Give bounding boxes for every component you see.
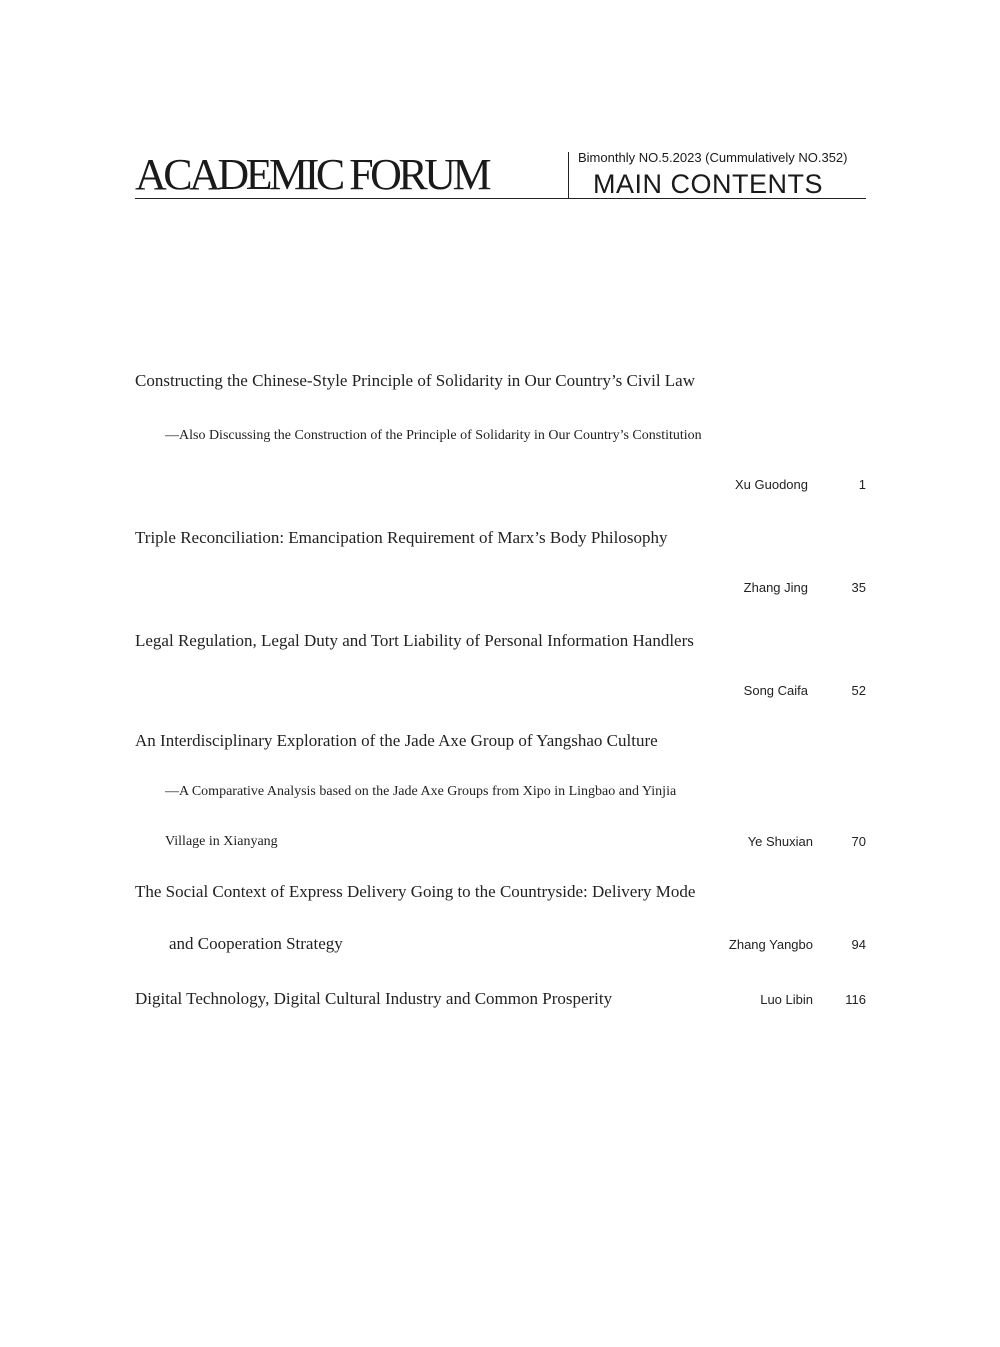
entry-2-page[interactable]: 35 [851, 580, 866, 595]
entry-4-page[interactable]: 70 [851, 834, 866, 849]
entry-5-title-line1[interactable]: The Social Context of Express Delivery Going to the Countryside: Delivery Mode [135, 882, 696, 901]
entry-3-title[interactable]: Legal Regulation, Legal Duty and Tort Liability of Personal Information Handlers [135, 631, 694, 650]
header-divider [568, 152, 569, 198]
issue-info: Bimonthly NO.5.2023 (Cummulatively NO.352) [578, 150, 848, 165]
entry-4-author: Ye Shuxian [747, 834, 813, 849]
entry-1-author: Xu Guodong [734, 477, 808, 492]
entry-1-title[interactable]: Constructing the Chinese-Style Principle of Solidarity in Our Country’s Civil Law [135, 371, 696, 390]
entry-2-author: Zhang Jing [743, 580, 808, 595]
contents-heading: MAIN CONTENTS [593, 169, 824, 199]
entry-1-subtitle: —Also Discussing the Construction of the Principle of Solidarity in Our Country’s Constitution [165, 428, 702, 443]
entry-1-page[interactable]: 1 [858, 477, 866, 492]
entry-3-page[interactable]: 52 [851, 683, 866, 698]
entry-3-author: Song Caifa [743, 683, 808, 698]
entry-5-title-line2[interactable]: and Cooperation Strategy [169, 934, 343, 953]
entry-6-page[interactable]: 116 [845, 992, 866, 1007]
entry-6-author: Luo Libin [760, 992, 813, 1007]
header-rule [135, 198, 866, 199]
entry-4-subtitle-line1: —A Comparative Analysis based on the Jade Axe Groups from Xipo in Lingbao and Yinjia [165, 784, 677, 799]
entry-5-page[interactable]: 94 [851, 937, 866, 952]
entry-4-subtitle-line2: Village in Xianyang [165, 834, 278, 849]
entry-4-title[interactable]: An Interdisciplinary Exploration of the Jade Axe Group of Yangshao Culture [135, 731, 658, 750]
entry-6-title[interactable]: Digital Technology, Digital Cultural Industry and Common Prosperity [135, 989, 613, 1008]
entry-2-title[interactable]: Triple Reconciliation: Emancipation Requirement of Marx’s Body Philosophy [135, 528, 668, 547]
journal-title: ACADEMIC FORUM [135, 150, 489, 199]
entry-5-author: Zhang Yangbo [728, 937, 813, 952]
